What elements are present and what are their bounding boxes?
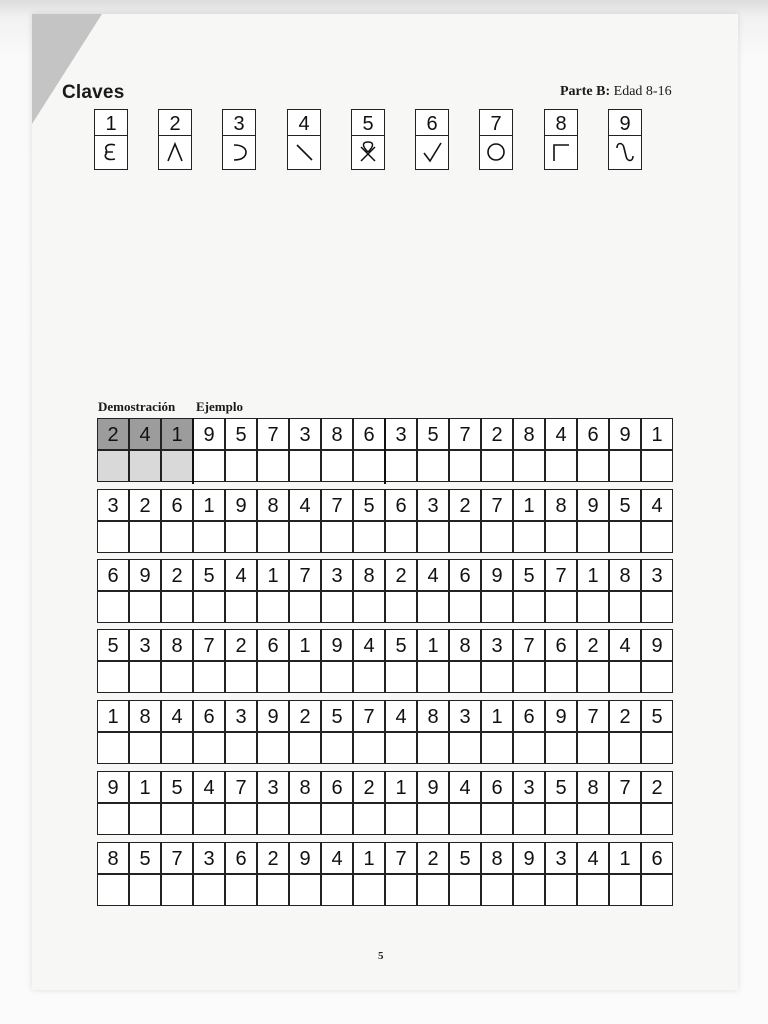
- number-cell: 9: [129, 559, 161, 591]
- number-cell: 9: [513, 842, 545, 874]
- number-cell: 3: [513, 771, 545, 803]
- answer-cell[interactable]: [481, 874, 513, 906]
- number-cell: 9: [193, 418, 225, 450]
- answer-cell[interactable]: [609, 803, 641, 835]
- answer-cell[interactable]: [321, 661, 353, 693]
- answer-cell[interactable]: [577, 661, 609, 693]
- number-cell: 5: [321, 700, 353, 732]
- number-cell: 2: [225, 629, 257, 661]
- caret-up-icon: [158, 135, 192, 170]
- number-cell: 6: [257, 629, 289, 661]
- number-cell: 9: [417, 771, 449, 803]
- answer-cell[interactable]: [417, 521, 449, 553]
- number-cell: 7: [513, 629, 545, 661]
- number-cell: 9: [609, 418, 641, 450]
- number-cell: 8: [353, 559, 385, 591]
- number-cell: 7: [257, 418, 289, 450]
- answer-cell[interactable]: [225, 803, 257, 835]
- number-cell: 7: [321, 489, 353, 521]
- answer-cell[interactable]: [641, 591, 673, 623]
- answer-cell[interactable]: [513, 521, 545, 553]
- number-cell: 2: [129, 489, 161, 521]
- number-cell: 8: [417, 700, 449, 732]
- number-cell: 5: [513, 559, 545, 591]
- number-cell: 5: [129, 842, 161, 874]
- answer-cell[interactable]: [193, 874, 225, 906]
- number-cell: 3: [321, 559, 353, 591]
- section-divider: [384, 418, 386, 484]
- answer-cell[interactable]: [545, 803, 577, 835]
- answer-cell[interactable]: [481, 521, 513, 553]
- number-cell: 6: [353, 418, 385, 450]
- key-box-5: [351, 109, 385, 170]
- answer-cell[interactable]: [609, 732, 641, 764]
- answer-cell[interactable]: [545, 521, 577, 553]
- answer-cell[interactable]: [385, 450, 417, 482]
- answer-cell[interactable]: [577, 450, 609, 482]
- number-cell: 1: [289, 629, 321, 661]
- number-cell: 7: [385, 842, 417, 874]
- answer-cell[interactable]: [257, 874, 289, 906]
- number-cell: 1: [513, 489, 545, 521]
- answer-cell[interactable]: [289, 732, 321, 764]
- answer-cell[interactable]: [257, 661, 289, 693]
- number-cell: 7: [481, 489, 513, 521]
- number-cell: 3: [97, 489, 129, 521]
- number-cell: 1: [97, 700, 129, 732]
- answer-cell[interactable]: [161, 591, 193, 623]
- answer-cell[interactable]: [353, 732, 385, 764]
- number-cell: 9: [481, 559, 513, 591]
- number-cell: 8: [257, 489, 289, 521]
- answer-cell[interactable]: [225, 521, 257, 553]
- number-cell: 3: [545, 842, 577, 874]
- number-cell: 9: [545, 700, 577, 732]
- answer-cell[interactable]: [257, 450, 289, 482]
- answer-cell[interactable]: [545, 661, 577, 693]
- answer-cell[interactable]: [641, 450, 673, 482]
- key-number: 7: [479, 109, 513, 136]
- answer-cell[interactable]: [449, 450, 481, 482]
- number-cell: 6: [321, 771, 353, 803]
- number-cell: 3: [641, 559, 673, 591]
- answer-cell[interactable]: [385, 521, 417, 553]
- page-number: 5: [378, 950, 384, 962]
- reverse-c-icon: [222, 135, 256, 170]
- answer-cell[interactable]: [577, 521, 609, 553]
- corner-icon: [544, 135, 578, 170]
- key-number: 9: [608, 109, 642, 136]
- answer-cell[interactable]: [385, 803, 417, 835]
- number-cell: 2: [385, 559, 417, 591]
- answer-cell[interactable]: [385, 732, 417, 764]
- number-cell: 5: [545, 771, 577, 803]
- answer-cell[interactable]: [353, 874, 385, 906]
- answer-cell[interactable]: [417, 661, 449, 693]
- answer-cell[interactable]: [417, 591, 449, 623]
- demo-example-row: [97, 418, 673, 484]
- item-row: [97, 700, 673, 766]
- demonstration-label: Demostración: [98, 399, 176, 414]
- number-cell: 8: [321, 418, 353, 450]
- key-number: 6: [415, 109, 449, 136]
- number-cell: 8: [161, 629, 193, 661]
- loop-cross-icon: [351, 135, 385, 170]
- key-number: 8: [544, 109, 578, 136]
- answer-cell[interactable]: [129, 803, 161, 835]
- item-row: [97, 489, 673, 555]
- number-cell: 8: [289, 771, 321, 803]
- number-cell: 4: [321, 842, 353, 874]
- number-cell: 8: [513, 418, 545, 450]
- number-cell: 4: [577, 842, 609, 874]
- number-cell: 3: [449, 700, 481, 732]
- number-cell: 4: [129, 418, 161, 450]
- answer-cell[interactable]: [353, 591, 385, 623]
- part-name: Parte B:: [560, 84, 611, 99]
- answer-cell[interactable]: [609, 591, 641, 623]
- epsilon-icon: [94, 135, 128, 170]
- number-cell: 1: [417, 629, 449, 661]
- key-box-7: [479, 109, 513, 170]
- item-row: [97, 559, 673, 625]
- answer-cell[interactable]: [481, 450, 513, 482]
- number-cell: 1: [577, 559, 609, 591]
- number-cell: 5: [385, 629, 417, 661]
- number-cell: 7: [289, 559, 321, 591]
- answer-cell[interactable]: [257, 521, 289, 553]
- answer-cell[interactable]: [609, 521, 641, 553]
- number-cell: 3: [129, 629, 161, 661]
- answer-cell[interactable]: [289, 521, 321, 553]
- answer-cell[interactable]: [161, 874, 193, 906]
- number-cell: 8: [577, 771, 609, 803]
- answer-cell[interactable]: [97, 521, 129, 553]
- answer-cell[interactable]: [641, 521, 673, 553]
- answer-cell[interactable]: [385, 591, 417, 623]
- key-number: 2: [158, 109, 192, 136]
- answer-cell[interactable]: [481, 591, 513, 623]
- number-cell: 4: [545, 418, 577, 450]
- answer-cell[interactable]: [609, 874, 641, 906]
- answer-cell[interactable]: [449, 521, 481, 553]
- number-cell: 1: [257, 559, 289, 591]
- answer-cell[interactable]: [609, 450, 641, 482]
- number-cell: 1: [609, 842, 641, 874]
- answer-cell[interactable]: [161, 521, 193, 553]
- age-range: Edad 8-16: [613, 84, 672, 99]
- answer-cell[interactable]: [225, 450, 257, 482]
- answer-cell[interactable]: [545, 874, 577, 906]
- answer-cell[interactable]: [513, 450, 545, 482]
- answer-cell[interactable]: [385, 874, 417, 906]
- number-cell: 4: [161, 700, 193, 732]
- number-cell: 8: [97, 842, 129, 874]
- answer-cell[interactable]: [289, 661, 321, 693]
- answer-cell[interactable]: [257, 591, 289, 623]
- answer-cell[interactable]: [545, 732, 577, 764]
- answer-cell[interactable]: [225, 661, 257, 693]
- key-box-9: [608, 109, 642, 170]
- number-cell: 6: [641, 842, 673, 874]
- answer-cell[interactable]: [321, 803, 353, 835]
- number-cell: 2: [97, 418, 129, 450]
- answer-cell[interactable]: [385, 661, 417, 693]
- number-cell: 7: [577, 700, 609, 732]
- answer-cell[interactable]: [417, 450, 449, 482]
- number-cell: 2: [641, 771, 673, 803]
- answer-cell[interactable]: [161, 450, 193, 482]
- number-cell: 4: [353, 629, 385, 661]
- answer-cell[interactable]: [417, 803, 449, 835]
- answer-cell[interactable]: [257, 803, 289, 835]
- answer-cell[interactable]: [513, 803, 545, 835]
- wave-icon: [608, 135, 642, 170]
- number-cell: 7: [609, 771, 641, 803]
- key-number: 4: [287, 109, 321, 136]
- number-cell: 2: [257, 842, 289, 874]
- answer-cell[interactable]: [289, 874, 321, 906]
- number-cell: 1: [129, 771, 161, 803]
- answer-cell[interactable]: [577, 803, 609, 835]
- part-label: [560, 84, 672, 100]
- answer-cell[interactable]: [161, 732, 193, 764]
- answer-cell[interactable]: [641, 661, 673, 693]
- answer-cell[interactable]: [225, 874, 257, 906]
- answer-cell[interactable]: [353, 521, 385, 553]
- answer-cell[interactable]: [97, 874, 129, 906]
- number-cell: 5: [161, 771, 193, 803]
- number-cell: 4: [193, 771, 225, 803]
- answer-cell[interactable]: [161, 661, 193, 693]
- answer-cell[interactable]: [129, 661, 161, 693]
- number-cell: 9: [321, 629, 353, 661]
- answer-cell[interactable]: [129, 874, 161, 906]
- answer-cell[interactable]: [353, 450, 385, 482]
- example-label: Ejemplo: [196, 399, 243, 414]
- number-cell: 9: [641, 629, 673, 661]
- number-cell: 5: [193, 559, 225, 591]
- number-cell: 8: [545, 489, 577, 521]
- answer-cell[interactable]: [321, 450, 353, 482]
- number-cell: 8: [609, 559, 641, 591]
- key-number: 1: [94, 109, 128, 136]
- answer-cell[interactable]: [449, 661, 481, 693]
- checkmark-icon: [415, 135, 449, 170]
- number-cell: 7: [161, 842, 193, 874]
- page-corner-fold: [32, 14, 102, 124]
- answer-cell[interactable]: [129, 591, 161, 623]
- answer-cell[interactable]: [97, 732, 129, 764]
- number-cell: 6: [513, 700, 545, 732]
- answer-cell[interactable]: [513, 732, 545, 764]
- item-row: [97, 771, 673, 837]
- answer-cell[interactable]: [97, 661, 129, 693]
- key-box-4: [287, 109, 321, 170]
- number-cell: 6: [193, 700, 225, 732]
- key-number: 3: [222, 109, 256, 136]
- number-cell: 9: [289, 842, 321, 874]
- number-cell: 2: [161, 559, 193, 591]
- answer-cell[interactable]: [129, 450, 161, 482]
- number-cell: 6: [225, 842, 257, 874]
- number-cell: 6: [97, 559, 129, 591]
- number-cell: 2: [577, 629, 609, 661]
- key-box-3: [222, 109, 256, 170]
- circle-icon: [479, 135, 513, 170]
- answer-cell[interactable]: [289, 591, 321, 623]
- number-cell: 5: [353, 489, 385, 521]
- number-cell: 3: [385, 418, 417, 450]
- item-row: [97, 629, 673, 695]
- number-cell: 3: [481, 629, 513, 661]
- answer-cell[interactable]: [513, 874, 545, 906]
- number-cell: 4: [609, 629, 641, 661]
- number-cell: 2: [449, 489, 481, 521]
- number-cell: 4: [385, 700, 417, 732]
- answer-cell[interactable]: [481, 803, 513, 835]
- answer-cell[interactable]: [193, 450, 225, 482]
- answer-cell[interactable]: [577, 591, 609, 623]
- answer-cell[interactable]: [481, 732, 513, 764]
- key-number: 5: [351, 109, 385, 136]
- number-cell: 5: [225, 418, 257, 450]
- answer-cell[interactable]: [257, 732, 289, 764]
- answer-cell[interactable]: [321, 521, 353, 553]
- answer-cell[interactable]: [609, 661, 641, 693]
- answer-cell[interactable]: [97, 591, 129, 623]
- answer-cell[interactable]: [641, 874, 673, 906]
- number-cell: 1: [641, 418, 673, 450]
- answer-cell[interactable]: [449, 803, 481, 835]
- number-cell: 4: [289, 489, 321, 521]
- section-divider: [192, 418, 194, 484]
- number-cell: 1: [193, 489, 225, 521]
- number-cell: 6: [577, 418, 609, 450]
- answer-cell[interactable]: [193, 803, 225, 835]
- number-cell: 1: [481, 700, 513, 732]
- answer-cell[interactable]: [321, 732, 353, 764]
- number-cell: 3: [225, 700, 257, 732]
- answer-cell[interactable]: [449, 874, 481, 906]
- number-cell: 1: [353, 842, 385, 874]
- number-cell: 7: [449, 418, 481, 450]
- key-box-6: [415, 109, 449, 170]
- answer-cell[interactable]: [321, 874, 353, 906]
- number-cell: 5: [417, 418, 449, 450]
- answer-cell[interactable]: [577, 874, 609, 906]
- number-cell: 9: [97, 771, 129, 803]
- page-title: Claves: [62, 82, 125, 103]
- number-cell: 2: [481, 418, 513, 450]
- answer-cell[interactable]: [449, 591, 481, 623]
- answer-cell[interactable]: [289, 803, 321, 835]
- backslash-icon: [287, 135, 321, 170]
- answer-cell[interactable]: [193, 521, 225, 553]
- answer-cell[interactable]: [545, 591, 577, 623]
- answer-cell[interactable]: [641, 732, 673, 764]
- answer-cell[interactable]: [129, 521, 161, 553]
- answer-cell[interactable]: [513, 591, 545, 623]
- number-cell: 4: [225, 559, 257, 591]
- answer-cell[interactable]: [321, 591, 353, 623]
- number-cell: 2: [417, 842, 449, 874]
- number-cell: 4: [641, 489, 673, 521]
- number-cell: 7: [545, 559, 577, 591]
- number-cell: 1: [161, 418, 193, 450]
- answer-cell[interactable]: [353, 661, 385, 693]
- number-cell: 3: [193, 842, 225, 874]
- answer-cell[interactable]: [513, 661, 545, 693]
- answer-cell[interactable]: [193, 661, 225, 693]
- answer-cell[interactable]: [161, 803, 193, 835]
- number-cell: 2: [609, 700, 641, 732]
- number-cell: 9: [225, 489, 257, 521]
- number-cell: 3: [289, 418, 321, 450]
- number-cell: 6: [449, 559, 481, 591]
- key-box-8: [544, 109, 578, 170]
- number-cell: 5: [97, 629, 129, 661]
- number-cell: 5: [641, 700, 673, 732]
- number-cell: 9: [257, 700, 289, 732]
- number-cell: 7: [353, 700, 385, 732]
- number-cell: 8: [481, 842, 513, 874]
- answer-cell[interactable]: [193, 732, 225, 764]
- answer-cell[interactable]: [545, 450, 577, 482]
- number-cell: 3: [417, 489, 449, 521]
- item-row: [97, 842, 673, 908]
- number-cell: 4: [449, 771, 481, 803]
- key-box-1: [94, 109, 128, 170]
- number-cell: 5: [609, 489, 641, 521]
- number-cell: 4: [417, 559, 449, 591]
- number-cell: 8: [129, 700, 161, 732]
- number-cell: 1: [385, 771, 417, 803]
- number-cell: 6: [385, 489, 417, 521]
- answer-cell[interactable]: [193, 591, 225, 623]
- number-cell: 6: [161, 489, 193, 521]
- number-cell: 6: [545, 629, 577, 661]
- number-cell: 7: [193, 629, 225, 661]
- answer-cell[interactable]: [97, 450, 129, 482]
- answer-cell[interactable]: [97, 803, 129, 835]
- answer-cell[interactable]: [481, 661, 513, 693]
- answer-cell[interactable]: [289, 450, 321, 482]
- number-cell: 2: [289, 700, 321, 732]
- answer-cell[interactable]: [417, 732, 449, 764]
- answer-cell[interactable]: [225, 591, 257, 623]
- answer-cell[interactable]: [353, 803, 385, 835]
- number-cell: 2: [353, 771, 385, 803]
- answer-cell[interactable]: [129, 732, 161, 764]
- number-cell: 7: [225, 771, 257, 803]
- number-cell: 6: [481, 771, 513, 803]
- number-cell: 9: [577, 489, 609, 521]
- answer-cell[interactable]: [417, 874, 449, 906]
- number-cell: 8: [449, 629, 481, 661]
- number-cell: 3: [257, 771, 289, 803]
- answer-cell[interactable]: [225, 732, 257, 764]
- number-cell: 5: [449, 842, 481, 874]
- answer-cell[interactable]: [577, 732, 609, 764]
- answer-cell[interactable]: [449, 732, 481, 764]
- key-box-2: [158, 109, 192, 170]
- answer-cell[interactable]: [641, 803, 673, 835]
